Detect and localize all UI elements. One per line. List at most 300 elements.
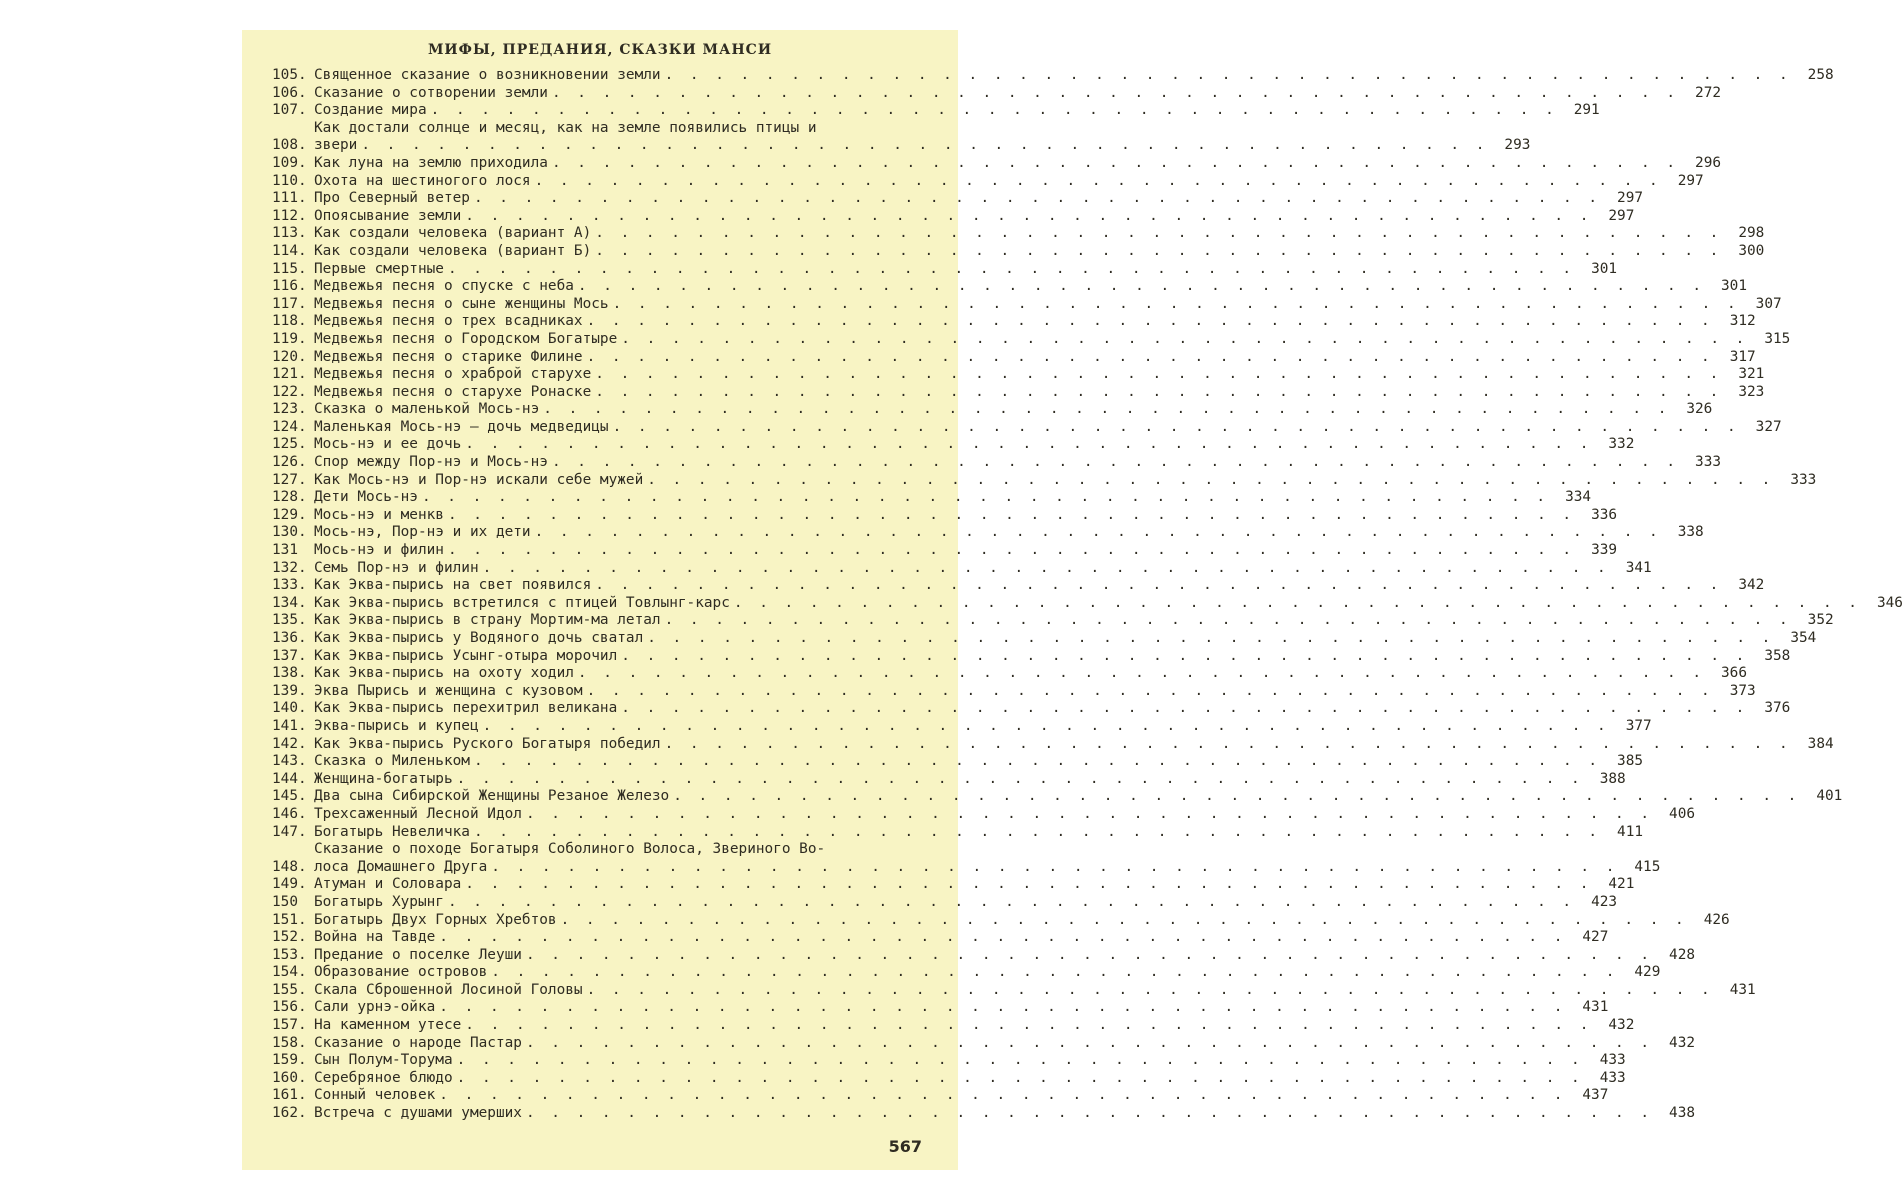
entry-number: 157. <box>272 1017 307 1034</box>
toc-entry <box>272 665 1748 683</box>
toc-entry <box>272 366 1765 384</box>
entry-title-line: Как создали человека (вариант А) <box>314 225 592 242</box>
dot-leader: . . . . . . . . . . . . . . . . . . . . . . . . . . . . . . . . . . . . . . . . . . . . . <box>439 999 1567 1016</box>
entry-title <box>314 594 1903 613</box>
entry-page-number: 427 <box>1582 929 1609 946</box>
dot-leader: . . . . . . . . . . . . . . . . . . . . . . . . . . . . . . . . . . . . . . . . . . . . . <box>551 154 1680 171</box>
dot-leader: . . . . . . . . . . . . . . . . . . . . . . . . . . . . . . . . . . . . . . . . . . . . . <box>473 823 1602 840</box>
toc-entry <box>272 717 1652 736</box>
entry-title <box>314 471 1817 490</box>
entry-title <box>314 665 1748 683</box>
toc-entry <box>272 788 1843 806</box>
entry-number: 119. <box>272 330 307 347</box>
entry-number: 156. <box>272 999 307 1016</box>
entry-page-number: 296 <box>1695 154 1722 171</box>
entry-title-line: Как Эква-пырись Руского Богатыря победил <box>314 735 661 752</box>
entry-title-line: Образование островов <box>314 964 488 981</box>
toc-entry <box>272 735 1834 754</box>
toc-entry <box>272 999 1609 1017</box>
toc-entry <box>272 841 1661 876</box>
entry-number: 127. <box>272 471 307 488</box>
dot-leader: . . . . . . . . . . . . . . . . . . . . . . . . . . . . . . . . . . . . . . . . . . . . . <box>534 524 1662 541</box>
entry-number: 161. <box>272 1087 307 1104</box>
entry-page-number: 301 <box>1721 278 1748 295</box>
dot-leader: . . . . . . . . . . . . . . . . . . . . . . . . . . . . . . . . . . . . . . . . . . . . . <box>595 383 1723 400</box>
entry-number: 158. <box>272 1034 307 1051</box>
dot-leader: . . . . . . . . . . . . . . . . . . . . . . . . . . . . . . . . . . . . . . . . . . . . . <box>525 805 1654 822</box>
entry-page-number: 431 <box>1582 999 1609 1016</box>
entry-number: 108. <box>272 137 307 154</box>
dot-leader: . . . . . . . . . . . . . . . . . . . . . . . . . . . . . . . . . . . . . . . . . . . . . <box>361 137 1489 154</box>
entry-page-number: 326 <box>1686 401 1713 418</box>
entry-title-line: Медвежья песня о спуске с неба <box>314 278 574 295</box>
entry-title-line: Как луна на землю приходила <box>314 154 548 171</box>
dot-leader: . . . . . . . . . . . . . . . . . . . . . . . . . . . . . . . . . . . . . . . . . . . . . <box>482 717 1610 734</box>
toc-entry <box>272 471 1817 490</box>
entry-title-line: Медвежья песня о старике Филине <box>314 348 583 365</box>
dot-leader: . . . . . . . . . . . . . . . . . . . . . . . . . . . . . . . . . . . . . . . . . . . . . <box>586 682 1714 699</box>
dot-leader: . . . . . . . . . . . . . . . . . . . . . . . . . . . . . . . . . . . . . . . . . . . . . <box>439 1087 1567 1104</box>
entry-title <box>314 330 1791 349</box>
entry-title <box>314 119 1531 155</box>
entry-title <box>314 454 1722 472</box>
toc-entry <box>272 436 1635 454</box>
toc-entry <box>272 172 1704 191</box>
entry-number: 149. <box>272 876 307 893</box>
entry-title-line: Женщина-богатырь <box>314 770 453 787</box>
entry-title-line: Семь Пор-нэ и филин <box>314 559 479 576</box>
dot-leader: . . . . . . . . . . . . . . . . . . . . . . . . . . . . . . . . . . . . . . . . . . . . . <box>447 542 1576 559</box>
toc-entry <box>272 700 1791 718</box>
dot-leader: . . . . . . . . . . . . . . . . . . . . . . . . . . . . . . . . . . . . . . . . . . . . . <box>534 172 1662 189</box>
entry-title-line: Медвежья песня о старухе Ронаске <box>314 383 592 400</box>
entry-page-number: 293 <box>1504 137 1531 154</box>
entry-title-line: Серебряное блюдо <box>314 1069 453 1086</box>
dot-leader: . . . . . . . . . . . . . . . . . . . . . . . . . . . . . . . . . . . . . . . . . . . . . <box>595 366 1723 383</box>
dot-leader: . . . . . . . . . . . . . . . . . . . . . . . . . . . . . . . . . . . . . . . . . . . . . <box>586 981 1714 998</box>
dot-leader: . . . . . . . . . . . . . . . . . . . . . . . . . . . . . . . . . . . . . . . . . . . . . <box>577 278 1706 295</box>
toc-entry <box>272 929 1609 947</box>
dot-leader: . . . . . . . . . . . . . . . . . . . . . . . . . . . . . . . . . . . . . . . . . . . . . <box>465 207 1593 224</box>
entry-title <box>314 753 1644 771</box>
entry-title <box>314 313 1756 331</box>
entry-title <box>314 401 1713 419</box>
entry-title-line: Эква Пырись и женщина с кузовом <box>314 682 583 699</box>
entry-page-number: 291 <box>1573 102 1600 119</box>
entry-title <box>314 1069 1626 1088</box>
toc-entry <box>272 981 1756 1000</box>
dot-leader: . . . . . . . . . . . . . . . . . . . . . . . . . . . . . . . . . . . . . . . . . . . . . <box>664 67 1792 83</box>
entry-number: 134. <box>272 594 307 611</box>
entry-title-line: Встреча с душами умерших <box>314 1105 522 1122</box>
dot-leader: . . . . . . . . . . . . . . . . . . . . . . . . . . . . . . . . . . . . . . . . . . . . . <box>733 594 1861 611</box>
entry-number: 154. <box>272 964 307 981</box>
dot-leader: . . . . . . . . . . . . . . . . . . . . . . . . . . . . . . . . . . . . . . . . . . . . . <box>595 242 1723 259</box>
toc-entry <box>272 524 1704 542</box>
entry-title <box>314 788 1843 806</box>
entry-title <box>314 770 1626 789</box>
entry-number: 162. <box>272 1105 307 1122</box>
entry-number: 133. <box>272 577 307 594</box>
entry-title <box>314 577 1765 595</box>
entry-number: 146. <box>272 805 307 822</box>
dot-leader: . . . . . . . . . . . . . . . . . . . . . . . . . . . . . . . . . . . . . . . . . . . . . <box>612 418 1740 435</box>
dot-leader: . . . . . . . . . . . . . . . . . . . . . . . . . . . . . . . . . . . . . . . . . . . . . <box>551 84 1680 101</box>
entry-title <box>314 630 1817 648</box>
entry-title-line: Трехсаженный Лесной Идол <box>314 805 522 822</box>
entry-title <box>314 190 1644 208</box>
entry-number: 109. <box>272 154 307 171</box>
entry-title-line: Как Эква-пырись встретился с птицей Товлынг-карс <box>314 594 730 611</box>
entry-number: 122. <box>272 383 307 400</box>
toc-entry <box>272 876 1635 894</box>
entry-page-number: 315 <box>1764 330 1791 347</box>
dot-leader: . . . . . . . . . . . . . . . . . . . . . . . . . . . . . . . . . . . . . . . . . . . . . <box>673 788 1801 805</box>
entry-page-number: 373 <box>1729 682 1756 699</box>
entry-title-line: Первые смертные <box>314 260 444 277</box>
entry-number: 138. <box>272 665 307 682</box>
toc-entry <box>272 946 1696 965</box>
entry-number: 139. <box>272 682 307 699</box>
entry-title <box>314 999 1609 1017</box>
entry-title <box>314 295 1782 314</box>
entry-page-number: 339 <box>1591 542 1618 559</box>
dot-leader: . . . . . . . . . . . . . . . . . . . . . . . . . . . . . . . . . . . . . . . . . . . . . <box>473 190 1602 207</box>
toc-entry <box>272 805 1696 824</box>
entry-title <box>314 154 1722 173</box>
entry-title-line: Сын Полум-Торума <box>314 1052 453 1069</box>
entry-number: 159. <box>272 1052 307 1069</box>
entry-title-line: Предание о поселке Леуши <box>314 946 522 963</box>
entry-title <box>314 102 1600 120</box>
entry-page-number: 437 <box>1582 1087 1609 1104</box>
toc-entry <box>272 964 1661 982</box>
entry-title-line: Как Эква-пырись Усынг-отыра морочил <box>314 647 618 664</box>
entry-title-line: Как создали человека (вариант Б) <box>314 242 592 259</box>
entry-title-line: Мось-нэ и филин <box>314 542 444 559</box>
entry-title-line: Атуман и Соловара <box>314 876 462 893</box>
toc-entry <box>272 1105 1696 1123</box>
entry-title <box>314 542 1618 560</box>
toc-entry <box>272 542 1618 560</box>
entry-title-line: Медвежья песня о сыне женщины Мось <box>314 295 609 312</box>
dot-leader: . . . . . . . . . . . . . . . . . . . . . . . . . . . . . . . . . . . . . . . . . . . . . <box>465 876 1593 893</box>
toc-entry <box>272 612 1834 630</box>
toc-entry <box>272 1017 1635 1035</box>
toc-entry <box>272 154 1722 173</box>
entry-number: 114. <box>272 242 307 259</box>
entry-number: 117. <box>272 295 307 312</box>
table-of-contents <box>272 67 1903 1123</box>
dot-leader: . . . . . . . . . . . . . . . . . . . . . . . . . . . . . . . . . . . . . . . . . . . . . <box>447 506 1576 523</box>
dot-leader: . . . . . . . . . . . . . . . . . . . . . . . . . . . . . . . . . . . . . . . . . . . . . <box>525 946 1654 963</box>
entry-title <box>314 682 1756 701</box>
dot-leader: . . . . . . . . . . . . . . . . . . . . . . . . . . . . . . . . . . . . . . . . . . . . . <box>465 436 1593 453</box>
toc-entry <box>272 119 1531 155</box>
toc-entry <box>272 190 1644 208</box>
dot-leader: . . . . . . . . . . . . . . . . . . . . . . . . . . . . . . . . . . . . . . . . . . . . . <box>439 929 1567 946</box>
entry-title <box>314 964 1661 982</box>
entry-title-line: Сказка о маленькой Мось-нэ <box>314 401 540 418</box>
entry-title-line: Мось-нэ, Пор-нэ и их дети <box>314 524 531 541</box>
toc-entry <box>272 313 1756 331</box>
toc-entry <box>272 911 1730 930</box>
toc-entry <box>272 67 1834 85</box>
entry-title <box>314 559 1652 578</box>
entry-title-line: Создание мира <box>314 102 427 119</box>
entry-number: 113. <box>272 225 307 242</box>
entry-title <box>314 717 1652 736</box>
dot-leader: . . . . . . . . . . . . . . . . . . . . . . . . . . . . . . . . . . . . . . . . . . . . . <box>465 1017 1593 1034</box>
toc-entry <box>272 225 1765 243</box>
entry-title <box>314 1017 1635 1035</box>
entry-number: 111. <box>272 190 307 207</box>
entry-number: 106. <box>272 84 307 101</box>
entry-title-line: Сонный человек <box>314 1087 436 1104</box>
entry-title <box>314 841 1661 876</box>
entry-page-number: 258 <box>1807 67 1834 83</box>
dot-leader: . . . . . . . . . . . . . . . . . . . . . . . . . . . . . . . . . . . . . . . . . . . . . <box>525 1105 1654 1122</box>
entry-title <box>314 1034 1696 1053</box>
entry-number: 132. <box>272 559 307 576</box>
entry-title <box>314 647 1791 666</box>
entry-title-line: Медвежья песня о Городском Богатыре <box>314 330 618 347</box>
entry-number: 153. <box>272 946 307 963</box>
entry-number: 151. <box>272 911 307 928</box>
entry-page-number: 352 <box>1807 612 1834 629</box>
toc-entry <box>272 102 1600 120</box>
book-page <box>242 30 1903 1170</box>
entry-title <box>314 823 1644 842</box>
dot-leader: . . . . . . . . . . . . . . . . . . . . . . . . . . . . . . . . . . . . . . . . . . . . . <box>586 313 1714 330</box>
entry-page-number: 433 <box>1599 1052 1626 1069</box>
entry-title-line: Про Северный ветер <box>314 190 470 207</box>
entry-title-line: Как Мось-нэ и Пор-нэ искали себе мужей <box>314 471 644 488</box>
entry-page-number: 376 <box>1764 700 1791 717</box>
dot-leader: . . . . . . . . . . . . . . . . . . . . . . . . . . . . . . . . . . . . . . . . . . . . . <box>577 665 1706 682</box>
entry-page-number: 272 <box>1695 84 1722 101</box>
dot-leader: . . . . . . . . . . . . . . . . . . . . . . . . . . . . . . . . . . . . . . . . . . . . . <box>664 735 1792 752</box>
dot-leader: . . . . . . . . . . . . . . . . . . . . . . . . . . . . . . . . . . . . . . . . . . . . . <box>456 1052 1584 1069</box>
entry-title <box>314 735 1834 754</box>
toc-entry <box>272 1034 1696 1053</box>
entry-number: 120. <box>272 348 307 365</box>
entry-title <box>314 242 1765 261</box>
entry-number: 148. <box>272 858 307 875</box>
dot-leader: . . . . . . . . . . . . . . . . . . . . . . . . . . . . . . . . . . . . . . . . . . . . . <box>491 964 1619 981</box>
entry-title-line: Война на Тавде <box>314 929 436 946</box>
entry-title-line: Маленькая Мось-нэ — дочь медведицы <box>314 418 609 435</box>
entry-title <box>314 260 1618 279</box>
entry-number: 107. <box>272 102 307 119</box>
entry-title-line: Сказка о Миленьком <box>314 753 470 770</box>
entry-number: 145. <box>272 788 307 805</box>
entry-page-number: 346 <box>1876 594 1903 611</box>
entry-title-line: Богатырь Невеличка <box>314 823 470 840</box>
toc-entry <box>272 1069 1626 1088</box>
entry-page-number: 312 <box>1729 313 1756 330</box>
entry-title <box>314 383 1765 402</box>
entry-page-number: 342 <box>1738 577 1765 594</box>
entry-number: 142. <box>272 735 307 752</box>
entry-page-number: 432 <box>1669 1034 1696 1051</box>
entry-title-line: Спор между Пор-нэ и Мось-нэ <box>314 454 548 471</box>
entry-page-number: 377 <box>1625 717 1652 734</box>
entry-title-line: звери <box>314 137 358 154</box>
entry-page-number: 336 <box>1591 506 1618 523</box>
entry-title-line: Богатырь Хурынг <box>314 893 444 910</box>
dot-leader: . . . . . . . . . . . . . . . . . . . . . . . . . . . . . . . . . . . . . . . . . . . . . <box>621 700 1749 717</box>
entry-number: 140. <box>272 700 307 717</box>
entry-number: 144. <box>272 770 307 787</box>
entry-title <box>314 1087 1609 1105</box>
dot-leader: . . . . . . . . . . . . . . . . . . . . . . . . . . . . . . . . . . . . . . . . . . . . . <box>456 1069 1584 1086</box>
entry-number: 123. <box>272 401 307 418</box>
entry-number: 147. <box>272 823 307 840</box>
entry-title-line: Мось-нэ и менкв <box>314 506 444 523</box>
toc-entry <box>272 577 1765 595</box>
entry-number: 131 <box>272 542 298 559</box>
entry-page-number: 341 <box>1625 559 1652 576</box>
entry-page-number: 426 <box>1703 911 1730 928</box>
entry-title-line: Дети Мось-нэ <box>314 489 418 506</box>
entry-page-number: 334 <box>1565 489 1592 506</box>
toc-entry <box>272 348 1756 367</box>
entry-title <box>314 524 1704 542</box>
entry-number: 125. <box>272 436 307 453</box>
entry-title-line: Два сына Сибирской Женщины Резаное Железо <box>314 788 670 805</box>
dot-leader: . . . . . . . . . . . . . . . . . . . . . . . . . . . . . . . . . . . . . . . . . . . . . <box>543 401 1671 418</box>
entry-page-number: 366 <box>1721 665 1748 682</box>
entry-title-line: Сали урнэ-ойка <box>314 999 436 1016</box>
entry-title <box>314 929 1609 947</box>
entry-title <box>314 418 1782 437</box>
entry-page-number: 301 <box>1591 260 1618 277</box>
toc-entry <box>272 401 1713 419</box>
entry-title-line: Как Эква-пырись у Водяного дочь сватал <box>314 630 644 646</box>
entry-title <box>314 67 1834 85</box>
entry-number: 143. <box>272 753 307 770</box>
entry-title-line: Как Эква-пырись в страну Мортим-ма летал <box>314 612 661 629</box>
toc-entry <box>272 682 1756 701</box>
entry-title-line: Мось-нэ и ее дочь <box>314 436 462 453</box>
entry-page-number: 423 <box>1591 893 1618 910</box>
toc-entry <box>272 84 1722 103</box>
entry-title <box>314 278 1748 296</box>
entry-number: 152. <box>272 929 307 946</box>
entry-title-line: Скала Сброшенной Лосиной Головы <box>314 981 583 998</box>
entry-title <box>314 348 1756 367</box>
entry-page-number: 415 <box>1634 858 1661 875</box>
entry-title-line: Эква-пырись и купец <box>314 717 479 734</box>
entry-page-number: 411 <box>1617 823 1644 840</box>
toc-entry <box>272 454 1722 472</box>
entry-title-line: Опоясывание земли <box>314 207 462 224</box>
entry-page-number: 358 <box>1764 647 1791 664</box>
entry-title <box>314 612 1834 630</box>
entry-number: 112. <box>272 207 307 224</box>
entry-title-line: Как достали солнце и месяц, как на земле появились птицы и <box>314 119 817 136</box>
toc-entry <box>272 278 1748 296</box>
entry-number: 105. <box>272 67 307 83</box>
entry-page-number: 307 <box>1755 295 1782 312</box>
dot-leader: . . . . . . . . . . . . . . . . . . . . . . . . . . . . . . . . . . . . . . . . . . . . . <box>595 225 1723 242</box>
entry-number: 115. <box>272 260 307 277</box>
entry-number: 128. <box>272 489 307 506</box>
entry-page-number: 354 <box>1790 630 1817 646</box>
entry-number: 126. <box>272 454 307 471</box>
toc-entry <box>272 383 1765 402</box>
dot-leader: . . . . . . . . . . . . . . . . . . . . . . . . . . . . . . . . . . . . . . . . . . . . . <box>447 893 1576 910</box>
dot-leader: . . . . . . . . . . . . . . . . . . . . . . . . . . . . . . . . . . . . . . . . . . . . . <box>456 770 1584 787</box>
entry-title-line: Сказание о походе Богатыря Соболиного Волоса, Звериного Во- <box>314 841 826 858</box>
entry-page-number: 428 <box>1669 946 1696 963</box>
entry-page-number: 298 <box>1738 225 1765 242</box>
dot-leader: . . . . . . . . . . . . . . . . . . . . . . . . . . . . . . . . . . . . . . . . . . . . . <box>621 647 1749 664</box>
toc-entry <box>272 260 1618 279</box>
entry-number: 135. <box>272 612 307 629</box>
dot-leader: . . . . . . . . . . . . . . . . . . . . . . . . . . . . . . . . . . . . . . . . . . . . . <box>551 454 1680 471</box>
dot-leader: . . . . . . . . . . . . . . . . . . . . . . . . . . . . . . . . . . . . . . . . . . . . . <box>482 559 1610 576</box>
entry-title <box>314 981 1756 1000</box>
dot-leader: . . . . . . . . . . . . . . . . . . . . . . . . . . . . . . . . . . . . . . . . . . . . . <box>664 612 1792 629</box>
toc-entry <box>272 506 1618 525</box>
toc-entry <box>272 242 1765 261</box>
entry-title <box>314 1105 1696 1123</box>
toc-entry <box>272 559 1652 578</box>
entry-page-number: 388 <box>1599 770 1626 787</box>
dot-leader: . . . . . . . . . . . . . . . . . . . . . . . . . . . . . . . . . . . . . . . . . . . . . <box>621 330 1749 347</box>
dot-leader: . . . . . . . . . . . . . . . . . . . . . . . . . . . . . . . . . . . . . . . . . . . . . <box>647 471 1775 488</box>
toc-entry <box>272 647 1791 666</box>
entry-page-number: 297 <box>1608 207 1635 224</box>
entry-page-number: 385 <box>1617 753 1644 770</box>
entry-page-number: 429 <box>1634 964 1661 981</box>
running-head: МИФЫ, ПРЕДАНИЯ, СКАЗКИ МАНСИ <box>427 42 773 58</box>
dot-leader: . . . . . . . . . . . . . . . . . . . . . . . . . . . . . . . . . . . . . . . . . . . . . <box>473 753 1602 770</box>
entry-title-line: Охота на шестиногого лося <box>314 172 531 189</box>
entry-title <box>314 700 1791 718</box>
entry-title-line: Священное сказание о возникновении земли <box>314 67 661 83</box>
entry-number: 116. <box>272 278 307 295</box>
entry-page-number: 401 <box>1816 788 1843 805</box>
toc-entry <box>272 1052 1626 1070</box>
entry-title-line: Сказание о сотворении земли <box>314 84 548 101</box>
entry-title <box>314 84 1722 103</box>
page-number: 567 <box>888 1137 922 1156</box>
entry-number: 160. <box>272 1069 307 1086</box>
entry-page-number: 338 <box>1677 524 1704 541</box>
entry-title <box>314 436 1635 454</box>
entry-page-number: 431 <box>1729 981 1756 998</box>
entry-number: 130. <box>272 524 307 541</box>
entry-title-line: Как Эква-пырись на охоту ходил <box>314 665 574 682</box>
entry-title-line: Сказание о народе Пастар <box>314 1034 522 1051</box>
toc-entry <box>272 330 1791 349</box>
entry-page-number: 421 <box>1608 876 1635 893</box>
dot-leader: . . . . . . . . . . . . . . . . . . . . . . . . . . . . . . . . . . . . . . . . . . . . . <box>421 489 1550 506</box>
entry-title-line: Медвежья песня о трех всадниках <box>314 313 583 330</box>
entry-number: 118. <box>272 313 307 330</box>
toc-entry <box>272 489 1592 507</box>
entry-title <box>314 366 1765 384</box>
toc-entry <box>272 594 1903 613</box>
entry-title <box>314 805 1696 824</box>
entry-title <box>314 876 1635 894</box>
toc-entry <box>272 295 1782 314</box>
dot-leader: . . . . . . . . . . . . . . . . . . . . . . . . . . . . . . . . . . . . . . . . . . . . . <box>647 630 1775 646</box>
dot-leader: . . . . . . . . . . . . . . . . . . . . . . . . . . . . . . . . . . . . . . . . . . . . . <box>586 348 1714 365</box>
